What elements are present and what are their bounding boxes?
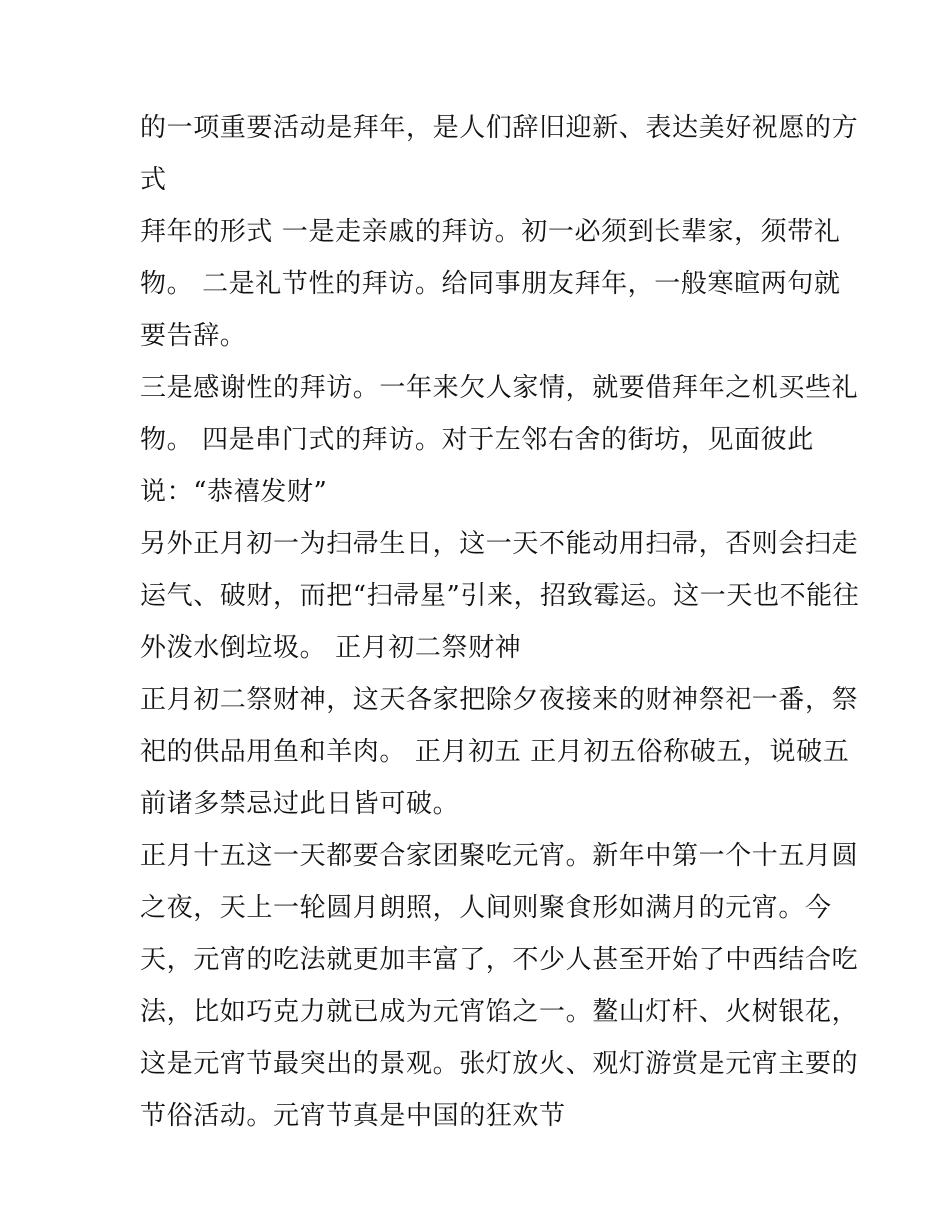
text-line: 运气、破财，而把“扫帚星”引来，招致霉运。这一天也不能往 bbox=[140, 581, 860, 611]
paragraph-visit-forms-2 bbox=[140, 362, 859, 518]
text-line: 祀的供品用鱼和羊肉。 正月初五 正月初五俗称破五，说破五 bbox=[140, 737, 850, 767]
text-line: 法，比如巧克力就已成为元宵馅之一。鳌山灯杆、火树银花， bbox=[140, 997, 859, 1027]
paragraph-broom-birthday bbox=[140, 518, 860, 674]
text-line: 的一项重要活动是拜年，是人们辞旧迎新、表达美好祝愿的方 bbox=[140, 113, 859, 143]
text-line: 外泼水倒垃圾。 正月初二祭财神 bbox=[140, 633, 522, 663]
text-line: 说：“恭禧发财” bbox=[140, 477, 328, 507]
text-line: 物。 二是礼节性的拜访。给同事朋友拜年，一般寒暄两句就 bbox=[140, 269, 841, 299]
text-line: 之夜，天上一轮圆月朗照，人间则聚食形如满月的元宵。今 bbox=[140, 893, 832, 923]
paragraph-wealth-god bbox=[140, 674, 859, 830]
text-line: 式 bbox=[140, 165, 167, 195]
paragraph-visit-forms-1 bbox=[140, 206, 841, 362]
text-line: 物。 四是串门式的拜访。对于左邻右舍的街坊，见面彼此 bbox=[140, 425, 814, 455]
text-line: 正月初二祭财神，这天各家把除夕夜接来的财神祭祀一番，祭 bbox=[140, 685, 859, 715]
text-line: 天，元宵的吃法就更加丰富了，不少人甚至开始了中西结合吃 bbox=[140, 945, 859, 975]
text-line: 拜年的形式 一是走亲戚的拜访。初一必须到长辈家，须带礼 bbox=[140, 217, 841, 247]
text-line: 前诸多禁忌过此日皆可破。 bbox=[140, 789, 460, 819]
text-line: 正月十五这一天都要合家团聚吃元宵。新年中第一个十五月圆 bbox=[140, 841, 859, 871]
text-line: 节俗活动。元宵节真是中国的狂欢节 bbox=[140, 1101, 566, 1131]
text-line: 三是感谢性的拜访。一年来欠人家情，就要借拜年之机买些礼 bbox=[140, 373, 859, 403]
text-line: 这是元宵节最突出的景观。张灯放火、观灯游赏是元宵主要的 bbox=[140, 1049, 859, 1079]
text-line: 要告辞。 bbox=[140, 321, 247, 351]
paragraph-lantern-festival bbox=[140, 830, 859, 1142]
document-body bbox=[140, 102, 860, 1142]
paragraph-new-year-greeting bbox=[140, 102, 859, 206]
text-line: 另外正月初一为扫帚生日，这一天不能动用扫帚，否则会扫走 bbox=[140, 529, 859, 559]
